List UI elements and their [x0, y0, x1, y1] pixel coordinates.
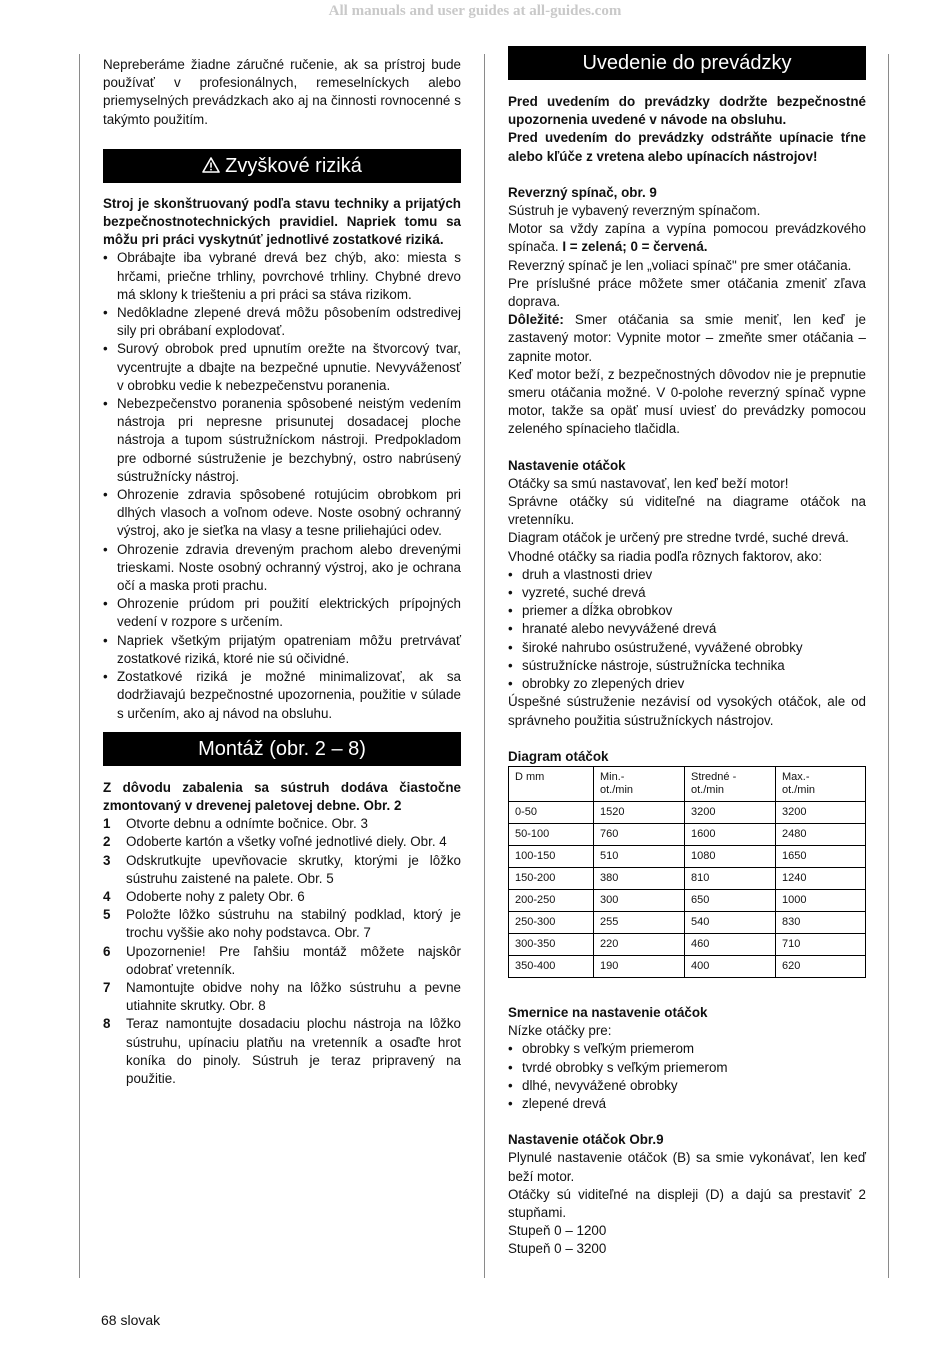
commissioning-warning-1: Pred uvedením do prevádzky dodržte bezpečnostné upozornenia uvedené v návode na obsluhu. — [508, 94, 866, 128]
list-item: • Surový obrobok pred upnutím orežte na štvorcový tvar, vycentrujte a dbajte na bezpečné upnutie. Nevyváženosť v obrobku vedie k nebezpečenstvu poranenia. — [103, 340, 461, 395]
table-cell: 3200 — [776, 801, 866, 823]
speed-adjust-text: Otáčky sú viditeľné na displeji (D) a dajú sa prestaviť 2 stupňami. — [508, 1186, 866, 1220]
table-cell: 1240 — [776, 867, 866, 889]
table-row — [509, 801, 866, 823]
assembly-intro: Z dôvodu zabalenia sa sústruh dodáva čiastočne zmontovaný v drevenej paletovej debne. Obr. 2 — [103, 779, 461, 813]
reverse-switch-title: Reverzný spínač, obr. 9 — [508, 184, 657, 200]
column-rule-left — [79, 54, 80, 1278]
speed-adjust-step: Stupeň 0 – 1200 — [508, 1223, 607, 1239]
header-cell: Max.- ot./min — [776, 766, 866, 801]
table-cell: 620 — [776, 955, 866, 977]
list-item: 3 Odskrutkujte upevňovacie skrutky, ktorými je lôžko sústruhu zaistené na palete. Obr. 5 — [103, 852, 461, 886]
speed-diagram-title: Diagram otáčok — [508, 748, 609, 764]
list-item: • široké nahrubo osústružené, vyvážené obrobky — [508, 639, 866, 657]
commissioning-heading: Uvedenie do prevádzky — [508, 46, 866, 80]
table-cell: 380 — [594, 867, 685, 889]
guidelines-title: Smernice na nastavenie otáčok — [508, 1004, 708, 1020]
list-item: • zlepené drevá — [508, 1095, 866, 1113]
table-cell: 400 — [685, 955, 776, 977]
reverse-switch-text: Motor sa vždy zapína a vypína pomocou prevádzkového spínača. I = zelená; 0 = červená. — [508, 221, 866, 255]
table-cell: 830 — [776, 911, 866, 933]
table-cell: 540 — [685, 911, 776, 933]
list-item: • obrobky zo zlepených driev — [508, 675, 866, 693]
table-row — [509, 889, 866, 911]
warning-icon — [202, 157, 220, 173]
table-cell: 0-50 — [509, 801, 594, 823]
table-cell: 1600 — [685, 823, 776, 845]
assembly-heading: Montáž (obr. 2 – 8) — [103, 732, 461, 766]
table-row — [509, 845, 866, 867]
residual-risks-heading — [103, 149, 461, 183]
table-header-row — [509, 766, 866, 801]
right-column — [508, 46, 866, 1259]
table-row — [509, 823, 866, 845]
commissioning-warning-2: Pred uvedením do prevádzky odstráňte upínacie tŕne alebo kľúče z vretena alebo upínacích nástrojov! — [508, 130, 866, 164]
table-cell: 100-150 — [509, 845, 594, 867]
column-rule-center — [484, 54, 485, 1278]
table-cell: 300 — [594, 889, 685, 911]
reverse-switch-note: Dôležité: Smer otáčania sa smie meniť, len keď je zastavený motor: Vypnite motor – zmeňte smer otáčania – zapnite motor. — [508, 312, 866, 364]
table-row — [509, 867, 866, 889]
table-cell: 50-100 — [509, 823, 594, 845]
list-item: • hranaté alebo nevyvážené drevá — [508, 620, 866, 638]
column-rule-right — [888, 54, 889, 1278]
list-item: • Ohrozenie prúdom pri použití elektrických prípojných vedení v rozpore s určením. — [103, 595, 461, 631]
header-cell: Min.- ot./min — [594, 766, 685, 801]
table-cell: 510 — [594, 845, 685, 867]
guidelines-list — [508, 1040, 866, 1113]
list-item: 1 Otvorte debnu a odnímte bočnice. Obr. 3 — [103, 816, 368, 832]
table-cell: 650 — [685, 889, 776, 911]
page-number: 68 — [101, 1312, 117, 1328]
list-item: • tvrdé obrobky s veľkým priemerom — [508, 1059, 866, 1077]
table-cell: 810 — [685, 867, 776, 889]
header-cell: Stredné - ot./min — [685, 766, 776, 801]
table-cell: 350-400 — [509, 955, 594, 977]
list-item: 7 Namontujte obidve nohy na lôžko sústruhu a pevne utiahnite skrutky. Obr. 8 — [103, 979, 461, 1014]
speed-factors-list — [508, 566, 866, 693]
list-item: • Napriek všetkým prijatým opatreniam môžu pretrvávať zostatkové riziká, ktoré nie sú očividné. — [103, 632, 461, 668]
list-item: • obrobky s veľkým priemerom — [508, 1040, 866, 1058]
table-cell: 1000 — [776, 889, 866, 911]
speed-setting-text: Diagram otáčok je určený pre stredne tvrdé, suché drevá. — [508, 530, 849, 546]
speed-adjust-text: Plynulé nastavenie otáčok (B) sa smie vykonávať, len keď beží motor. — [508, 1150, 866, 1184]
list-item: • Obrábajte iba vybrané drevá bez chýb, ako: miesta s hrčami, priečne trhliny, povrchové trhliny. Chybné drevo má sklony k triešteniu a pri práci sa stáva rizikom. — [103, 249, 461, 304]
list-item: • dlhé, nevyvážené obrobky — [508, 1077, 866, 1095]
list-item: 4 Odoberte nohy z palety Obr. 6 — [103, 888, 305, 904]
residual-risks-intro: Stroj je skonštruovaný podľa stavu techniky a prijatých bezpečnostnotechnických pravidiel. Napriek tomu sa môžu pri práci vyskytnúť jednotlivé zostatkové riziká. — [103, 195, 461, 248]
list-item: 2 Odoberte kartón a všetky voľné jednotlivé diely. Obr. 4 — [103, 834, 447, 850]
list-item: 6 Upozornenie! Pre ľahšiu montáž môžete najskôr odobrať vretenník. — [103, 943, 461, 977]
table-cell: 200-250 — [509, 889, 594, 911]
speed-setting-text: Otáčky sa smú nastavovať, len keď beží motor! — [508, 475, 789, 491]
table-cell: 2480 — [776, 823, 866, 845]
speed-adjust-title: Nastavenie otáčok Obr.9 — [508, 1132, 664, 1148]
page-footer — [101, 1312, 160, 1328]
speed-setting-title: Nastavenie otáčok — [508, 457, 626, 473]
reverse-switch-text: Sústruh je vybavený reverzným spínačom. — [508, 203, 761, 219]
table-cell: 150-200 — [509, 867, 594, 889]
residual-risks-title: Zvyškové riziká — [225, 154, 362, 177]
speed-setting-text: Úspešné sústruženie nezávisí od vysokých otáčok, ale od správneho použitia sústružníckych nástrojov. — [508, 694, 866, 728]
table-cell: 460 — [685, 933, 776, 955]
reverse-switch-text: Keď motor beží, z bezpečnostných dôvodov nie je prepnutie smeru otáčania možné. V 0-polohe reverzný spínač vypne motor, takže sa opäť musí uviesť do prevádzky pomocou zeleného spínacieho tlačidla. — [508, 366, 866, 437]
list-item: • Nedôkladne zlepené drevá môžu pôsobením odstredivej sily pri obrábaní explodovať. — [103, 304, 461, 340]
list-item: • sústružnícke nástroje, sústružnícka technika — [508, 657, 866, 675]
residual-risks-list — [103, 249, 461, 722]
watermark: All manuals and user guides at all-guides.com — [328, 3, 622, 19]
list-item: • druh a vlastnosti driev — [508, 566, 866, 584]
speed-setting-text: Vhodné otáčky sa riadia podľa rôznych faktorov, ako: — [508, 548, 823, 564]
table-cell: 1080 — [685, 845, 776, 867]
warranty-paragraph: Nepreberáme žiadne záručné ručenie, ak sa prístroj bude používať v profesionálnych, remeselníckych alebo priemyselných prevádzkach ako aj na činnosti rovnocenné s takýmto použitím. — [103, 57, 461, 127]
assembly-steps — [103, 815, 461, 1088]
table-cell: 255 — [594, 911, 685, 933]
reverse-switch-text: Reverzný spínač je len „voliaci spínač" pre smer otáčania. — [508, 257, 852, 273]
speed-diagram-table — [508, 766, 866, 978]
table-row — [509, 955, 866, 977]
table-cell: 300-350 — [509, 933, 594, 955]
table-cell: 250-300 — [509, 911, 594, 933]
list-item: • priemer a dĺžka obrobkov — [508, 602, 866, 620]
speed-setting-text: Správne otáčky sú viditeľné na diagrame otáčok na vretenníku. — [508, 494, 866, 528]
footer-language: slovak — [120, 1312, 161, 1328]
list-item: 5 Položte lôžko sústruhu na stabilný podklad, ktorý je trochu vyššie ako nohy podstavca. Obr. 7 — [103, 907, 461, 941]
table-cell: 3200 — [685, 801, 776, 823]
header-cell: D mm — [509, 766, 594, 801]
table-row — [509, 911, 866, 933]
list-item: • vyzreté, suché drevá — [508, 584, 866, 602]
table-cell: 710 — [776, 933, 866, 955]
list-item: • Zostatkové riziká je možné minimalizovať, ak sa dodržiavajú bezpečnostné upozornenia, použitie v súlade s určením, ako aj návod na obsluhu. — [103, 668, 461, 723]
table-cell: 1650 — [776, 845, 866, 867]
table-cell: 220 — [594, 933, 685, 955]
table-cell: 190 — [594, 955, 685, 977]
left-column — [103, 56, 461, 1088]
table-cell: 760 — [594, 823, 685, 845]
table-row — [509, 933, 866, 955]
guidelines-intro: Nízke otáčky pre: — [508, 1023, 612, 1039]
reverse-switch-text: Pre príslušné práce môžete smer otáčania zmeniť zľava doprava. — [508, 275, 866, 310]
list-item: 8 Teraz namontujte dosadaciu plochu nástroja na lôžko sústruhu, upínaciu platňu na vretenník a osaďte hrot koníka do pinoly. Sústruh je teraz pripravený na použitie. — [103, 1016, 461, 1086]
table-cell: 1520 — [594, 801, 685, 823]
list-item: • Ohrozenie zdravia spôsobené rotujúcim obrobkom pri dlhých vlasoch a voľnom odeve. Noste osobný ochranný výstroj, ako je sieťka na vlasy a tesne priliehajúci odev. — [103, 486, 461, 541]
list-item: • Nebezpečenstvo poranenia spôsobené neistým vedením nástroja pri nepresne prisunutej dosadacej ploche nástroja a tupom sústružníckom nástroji. Predpokladom pre odborné sústruženie je bezchybný, ostro nabrúsený sústružnícky nástroj. — [103, 395, 461, 486]
speed-adjust-step: Stupeň 0 – 3200 — [508, 1241, 607, 1257]
list-item: • Ohrozenie zdravia dreveným prachom alebo drevenými trieskami. Noste osobný ochranný výstroj, ako je ochrana očí a maska proti prachu. — [103, 541, 461, 596]
